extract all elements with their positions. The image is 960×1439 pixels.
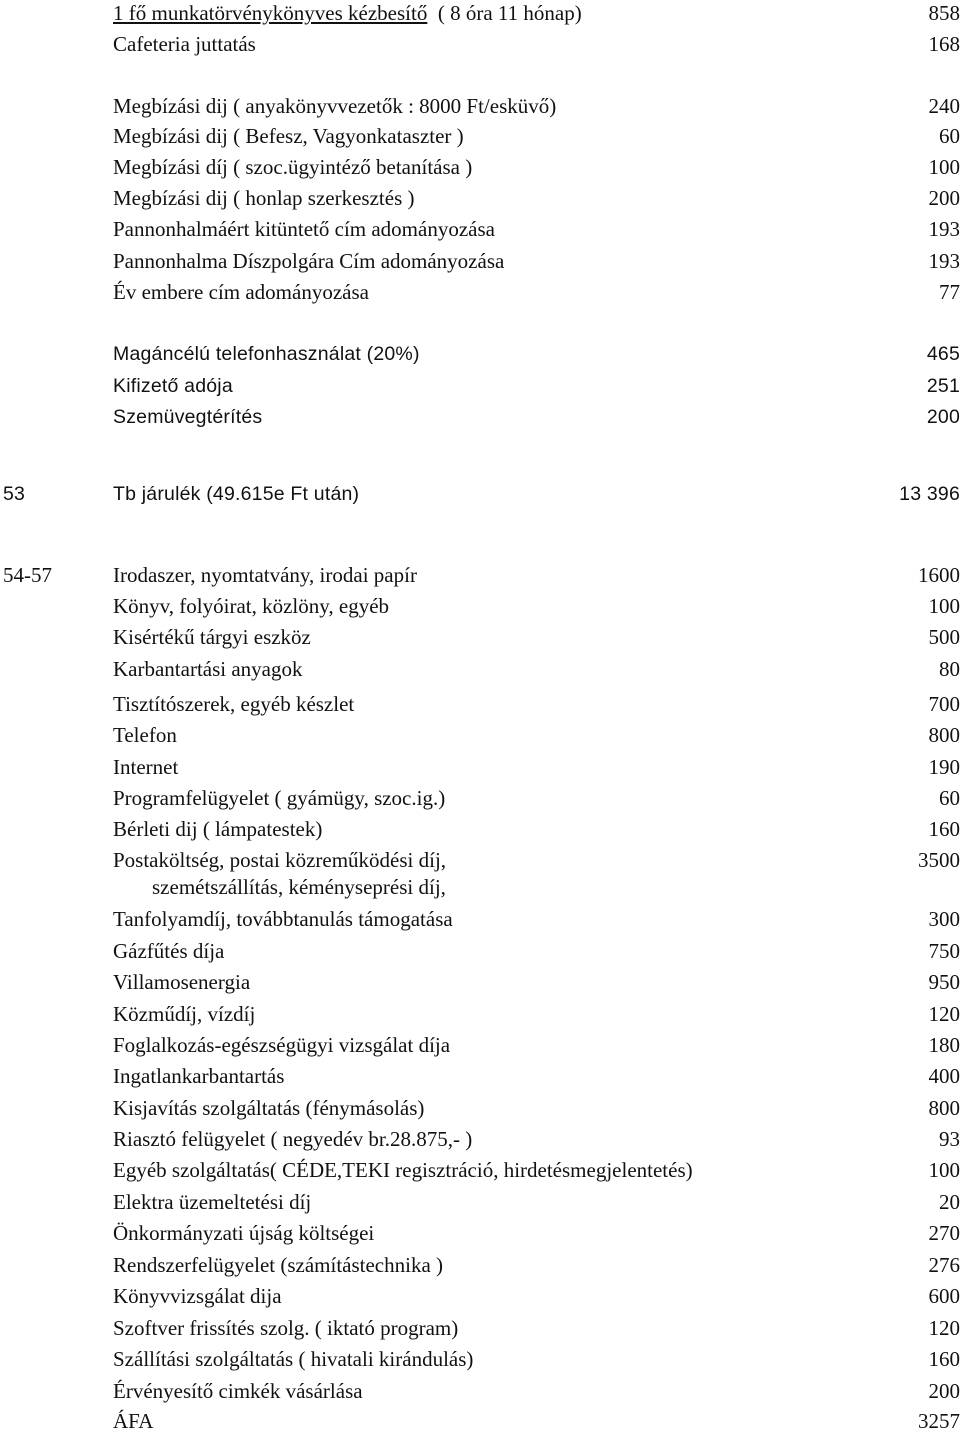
row-label: Magáncélú telefonhasználat (20%) (113, 343, 420, 366)
row-label: Foglalkozás-egészségügyi vizsgálat díja (113, 1033, 450, 1058)
row-label: Szemüvegtérítés (113, 406, 262, 429)
row-code: 53 (3, 483, 25, 506)
row-label: Tisztítószerek, egyéb készlet (113, 692, 354, 717)
budget-row (0, 483, 960, 513)
row-label: Bérleti dij ( lámpatestek) (113, 817, 322, 842)
budget-row (0, 817, 960, 847)
row-label: Szállítási szolgáltatás ( hivatali kirándulás) (113, 1347, 473, 1372)
row-amount: 120 (929, 1316, 960, 1341)
budget-row (0, 755, 960, 785)
row-label: Közműdíj, vízdíj (113, 1002, 255, 1027)
row-label: Önkormányzati újság költségei (113, 1221, 374, 1246)
row-label: ÁFA (113, 1409, 153, 1434)
budget-row (0, 1033, 960, 1063)
row-label: Érvényesítő cimkék vásárlása (113, 1379, 363, 1404)
row-label: Megbízási dij ( Befesz, Vagyonkataszter ) (113, 124, 464, 149)
row-label: Megbízási díj ( szoc.ügyintéző betanítása ) (113, 155, 472, 180)
row-label-continuation: szemétszállítás, kéményseprési díj, (152, 875, 446, 900)
row-amount: 60 (939, 124, 960, 149)
budget-row (0, 907, 960, 937)
row-amount: 160 (929, 817, 960, 842)
budget-row (0, 155, 960, 185)
budget-row (0, 1190, 960, 1220)
row-amount: 950 (929, 970, 960, 995)
row-label: Irodaszer, nyomtatvány, irodai papír (113, 563, 417, 588)
row-amount: 160 (929, 1347, 960, 1372)
row-label: Pannonhalmáért kitüntető cím adományozása (113, 217, 495, 242)
budget-row (0, 1064, 960, 1094)
budget-row (0, 1, 960, 31)
row-label: Megbízási dij ( anyakönyvvezetők : 8000 Ft/esküvő) (113, 94, 556, 119)
budget-row (0, 625, 960, 655)
budget-row (0, 1316, 960, 1346)
row-amount: 190 (929, 755, 960, 780)
row-label: Elektra üzemeltetési díj (113, 1190, 311, 1215)
budget-row (0, 1221, 960, 1251)
row-label: Kisjavítás szolgáltatás (fénymásolás) (113, 1096, 424, 1121)
row-amount: 700 (929, 692, 960, 717)
budget-row (0, 32, 960, 62)
row-amount: 168 (929, 32, 960, 57)
budget-row (0, 1002, 960, 1032)
row-amount: 300 (929, 907, 960, 932)
row-label: Tanfolyamdíj, továbbtanulás támogatása (113, 907, 453, 932)
row-amount: 400 (929, 1064, 960, 1089)
budget-row (0, 1253, 960, 1283)
row-label: Pannonhalma Díszpolgára Cím adományozása (113, 249, 504, 274)
budget-row (0, 1347, 960, 1377)
row-amount: 465 (927, 343, 960, 366)
row-amount: 270 (929, 1221, 960, 1246)
budget-row (0, 343, 960, 373)
row-label: Internet (113, 755, 178, 780)
row-amount: 60 (939, 786, 960, 811)
row-amount: 750 (929, 939, 960, 964)
row-label: Rendszerfelügyelet (számítástechnika ) (113, 1253, 443, 1278)
row-amount: 3257 (918, 1409, 960, 1434)
row-label-suffix: ( 8 óra 11 hónap) (427, 1, 581, 25)
row-amount: 600 (929, 1284, 960, 1309)
budget-row (0, 723, 960, 753)
row-label (113, 1, 582, 26)
row-label: Kisértékű tárgyi eszköz (113, 625, 311, 650)
row-amount: 100 (929, 1158, 960, 1183)
row-amount: 180 (929, 1033, 960, 1058)
budget-row (0, 1284, 960, 1314)
budget-row (0, 939, 960, 969)
row-amount: 200 (927, 406, 960, 429)
budget-row (0, 848, 960, 906)
row-label: Kifizető adója (113, 375, 233, 398)
row-label: Cafeteria juttatás (113, 32, 256, 57)
row-amount: 193 (929, 249, 960, 274)
budget-row (0, 594, 960, 624)
row-label: Szoftver frissítés szolg. ( iktató program) (113, 1316, 458, 1341)
row-label: Riasztó felügyelet ( negyedév br.28.875,- ) (113, 1127, 472, 1152)
row-amount: 858 (929, 1, 960, 26)
budget-row (0, 970, 960, 1000)
budget-row (0, 94, 960, 124)
row-label: Tb járulék (49.615e Ft után) (113, 483, 359, 506)
row-amount: 276 (929, 1253, 960, 1278)
row-label: Év embere cím adományozása (113, 280, 369, 305)
budget-row (0, 280, 960, 310)
row-code: 54-57 (3, 563, 52, 588)
budget-row (0, 186, 960, 216)
row-amount: 200 (929, 186, 960, 211)
row-amount: 3500 (918, 848, 960, 873)
row-amount: 500 (929, 625, 960, 650)
budget-row (0, 692, 960, 722)
row-label: Megbízási dij ( honlap szerkesztés ) (113, 186, 415, 211)
budget-row (0, 375, 960, 405)
budget-row (0, 657, 960, 687)
row-label-underlined: 1 fő munkatörvénykönyves kézbesítő (113, 1, 427, 25)
budget-row (0, 1409, 960, 1439)
row-amount: 20 (939, 1190, 960, 1215)
budget-row (0, 406, 960, 436)
row-amount: 77 (939, 280, 960, 305)
row-amount: 240 (929, 94, 960, 119)
row-amount: 1600 (918, 563, 960, 588)
row-amount: 200 (929, 1379, 960, 1404)
row-amount: 193 (929, 217, 960, 242)
row-label: Gázfűtés díja (113, 939, 224, 964)
row-label: Ingatlankarbantartás (113, 1064, 284, 1089)
budget-row (0, 124, 960, 154)
row-amount: 93 (939, 1127, 960, 1152)
budget-row (0, 1096, 960, 1126)
row-label: Könyvvizsgálat dija (113, 1284, 282, 1309)
budget-row (0, 786, 960, 816)
row-amount: 251 (927, 375, 960, 398)
budget-row (0, 1127, 960, 1157)
row-label: Postaköltség, postai közreműködési díj, (113, 848, 446, 873)
budget-row (0, 249, 960, 279)
row-label: Villamosenergia (113, 970, 250, 995)
row-label: Karbantartási anyagok (113, 657, 303, 682)
row-amount: 13 396 (899, 483, 960, 506)
row-label: Egyéb szolgáltatás( CÉDE,TEKI regisztráció, hirdetésmegjelentetés) (113, 1158, 693, 1183)
row-amount: 800 (929, 1096, 960, 1121)
row-label: Könyv, folyóirat, közlöny, egyéb (113, 594, 389, 619)
budget-row (0, 217, 960, 247)
row-amount: 100 (929, 594, 960, 619)
budget-row (0, 563, 960, 593)
row-label: Programfelügyelet ( gyámügy, szoc.ig.) (113, 786, 445, 811)
budget-row (0, 1379, 960, 1409)
row-amount: 800 (929, 723, 960, 748)
row-amount: 120 (929, 1002, 960, 1027)
row-amount: 100 (929, 155, 960, 180)
row-amount: 80 (939, 657, 960, 682)
row-label: Telefon (113, 723, 177, 748)
budget-row (0, 1158, 960, 1188)
